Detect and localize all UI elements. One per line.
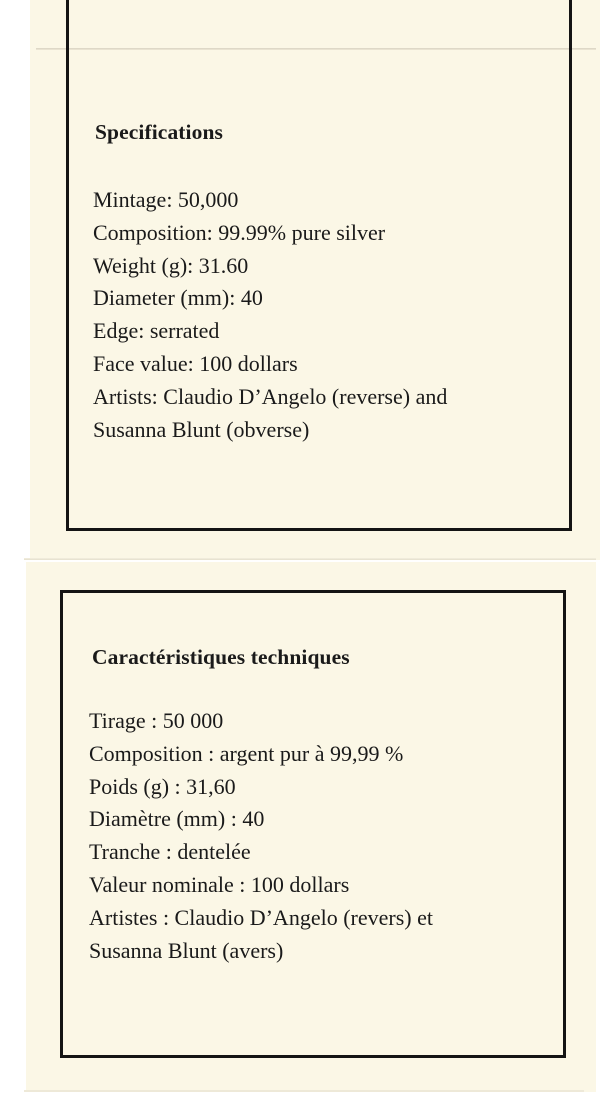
spec-poids: Poids (g) : 31,60 <box>89 773 236 799</box>
spec-mintage: Mintage: 50,000 <box>93 187 239 212</box>
spec-diameter: Diameter (mm): 40 <box>93 285 263 311</box>
spec-valeur-nominale: Valeur nominale : 100 dollars <box>89 871 350 897</box>
spec-face-value: Face value: 100 dollars <box>93 350 298 376</box>
fold-line-middle <box>24 558 596 560</box>
specifications-heading: Specifications <box>95 120 224 144</box>
caracteristiques-box <box>60 590 566 1058</box>
spec-composition: Composition: 99.99% pure silver <box>93 219 386 245</box>
spec-tranche: Tranche : dentelée <box>89 839 251 865</box>
caracteristiques-heading: Caractéristiques techniques <box>92 645 350 669</box>
spec-composition-fr: Composition : argent pur à 99,99 % <box>89 740 404 766</box>
spec-artistes: Artistes : Claudio D’Angelo (revers) et <box>89 904 433 930</box>
spec-artists: Artists: Claudio D’Angelo (reverse) and <box>93 383 448 409</box>
caracteristiques-list <box>89 705 433 967</box>
spec-artistes-continued: Susanna Blunt (avers) <box>89 937 284 963</box>
specifications-box <box>66 0 572 531</box>
spec-edge: Edge: serrated <box>93 318 220 344</box>
specifications-list <box>93 184 447 446</box>
fold-line-bottom <box>24 1090 584 1092</box>
spec-artists-continued: Susanna Blunt (obverse) <box>93 416 310 442</box>
spec-tirage: Tirage : 50 000 <box>89 708 224 733</box>
spec-weight: Weight (g): 31.60 <box>93 252 249 278</box>
spec-diametre: Diamètre (mm) : 40 <box>89 806 265 832</box>
